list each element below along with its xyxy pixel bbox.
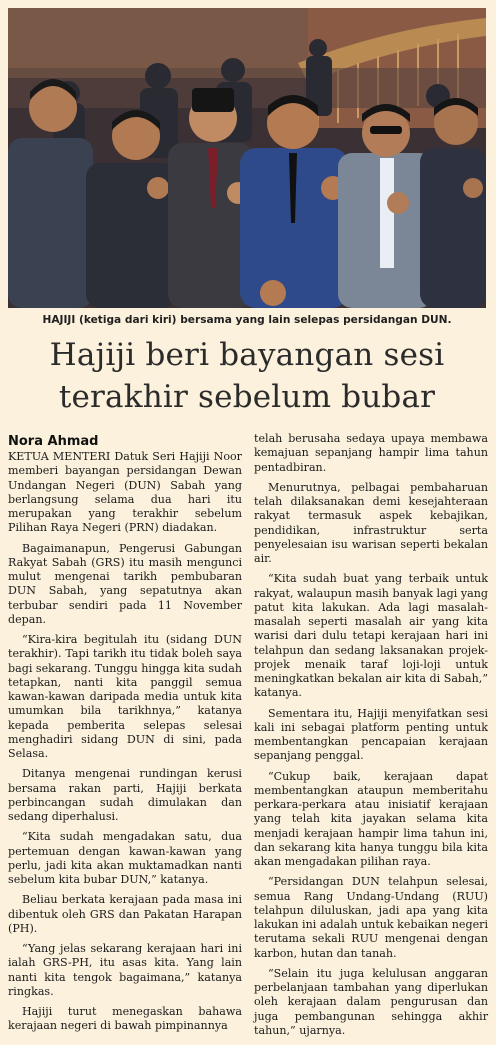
paragraph: “Persidangan DUN telahpun selesai, semua Rang Undang-Undang (RUU) telahpun diluluskan, jadi apa yang kita lakukan ini adalah untuk kebaikan negeri terutama sekali RUU mengenai dengan karbon, hutan dan tanah. — [254, 875, 488, 960]
paragraph: “Cukup baik, kerajaan dapat membentangkan ataupun memberitahu perkara-perkara atau inisiatif kerajaan yang telah kita jayakan selama kita menjadi kerajaan hampir lima tahun ini, dan sekarang kita hanya tunggu bila kita akan mengadakan pilihan raya. — [254, 769, 488, 868]
paragraph: Bagaimanapun, Pengerusi Gabungan Rakyat Sabah (GRS) itu masih mengunci mulut mengenai tarikh pembubaran DUN Sabah, yang sepatutnya akan terbubar sendiri pada 11 November depan. — [8, 541, 242, 626]
paragraph: Ditanya mengenai rundingan kerusi bersama rakan parti, Hajiji berkata perbincangan sudah dimulakan dan sedang diperhalusi. — [8, 767, 242, 823]
headline-line-1: Hajiji beri bayangan sesi — [49, 337, 445, 373]
paragraph: “Kita sudah mengadakan satu, dua pertemuan dengan kawan-kawan yang perlu, jadi kita akan muktamadkan nanti sebelum kita bubar DUN,” katanya. — [8, 830, 242, 886]
paragraph: “Yang jelas sekarang kerajaan hari ini ialah GRS-PH, itu asas kita. Yang lain nanti kita tengok bagaimana,” katanya ringkas. — [8, 942, 242, 998]
paragraph: “Kita sudah buat yang terbaik untuk rakyat, walaupun masih banyak lagi yang patut kita lakukan. Ada lagi masalah-masalah seperti masalah air yang kita warisi dari dulu tetapi kerajaan hari ini telahpun dan sedang laksanakan projek-projek menaik taraf loji-loji untuk meningkatkan bekalan air kita di Sabah,” katanya. — [254, 572, 488, 700]
headline-line-2: terakhir sebelum bubar — [58, 379, 436, 415]
byline: Nora Ahmad — [8, 434, 99, 449]
paragraph: “Selain itu juga kelulusan anggaran perbelanjaan tambahan yang diperlukan oleh kerajaan dalam pengurusan dan juga pembangunan sehingga akhir tahun,” ujarnya. — [254, 966, 488, 1037]
group-photo-image — [8, 8, 486, 308]
paragraph: Beliau berkata kerajaan pada masa ini dibentuk oleh GRS dan Pakatan Harapan (PH). — [8, 893, 242, 935]
article-column-right — [254, 432, 488, 1044]
paragraph: Menurutnya, pelbagai pembaharuan telah dilaksanakan demi kesejahteraan rakyat termasuk aspek kebajikan, pendidikan, infrastruktur serta penyelesaian isu warisan seperti bekalan air. — [254, 480, 488, 565]
paragraph: Hajiji turut menegaskan bahawa kerajaan negeri di bawah pimpinannya — [8, 1005, 242, 1033]
headline — [8, 334, 486, 418]
paragraph: telah berusaha sedaya upaya membawa kemajuan sepanjang hampir lima tahun pentadbiran. — [254, 432, 488, 474]
paragraph: KETUA MENTERI Datuk Seri Hajiji Noor memberi bayangan persidangan Dewan Undangan Negeri (DUN) Sabah yang berlangsung selama dua hari itu merupakan yang terakhir sebelum Pilihan Raya Negeri (PRN) diadakan. — [8, 450, 242, 535]
paragraph: “Kira-kira begitulah itu (sidang DUN terakhir). Tapi tarikh itu tidak boleh saya bagi sekarang. Tunggu hingga kita sudah tetapkan, nanti kita panggil semua kawan-kawan daripada media untuk kita umumkan bila tarikhnya,” katanya kepada pemberita selepas selesai menghadiri sidang DUN di sini, pada Selasa. — [8, 633, 243, 760]
paragraph: Sementara itu, Hajiji menyifatkan sesi kali ini sebagai platform penting untuk membentangkan pencapaian kerajaan sepanjang penggal. — [254, 706, 488, 763]
article-column-left — [8, 434, 242, 1040]
news-photo — [8, 8, 486, 308]
photo-caption: HAJIJI (ketiga dari kiri) bersama yang lain selepas persidangan DUN. — [42, 314, 452, 326]
